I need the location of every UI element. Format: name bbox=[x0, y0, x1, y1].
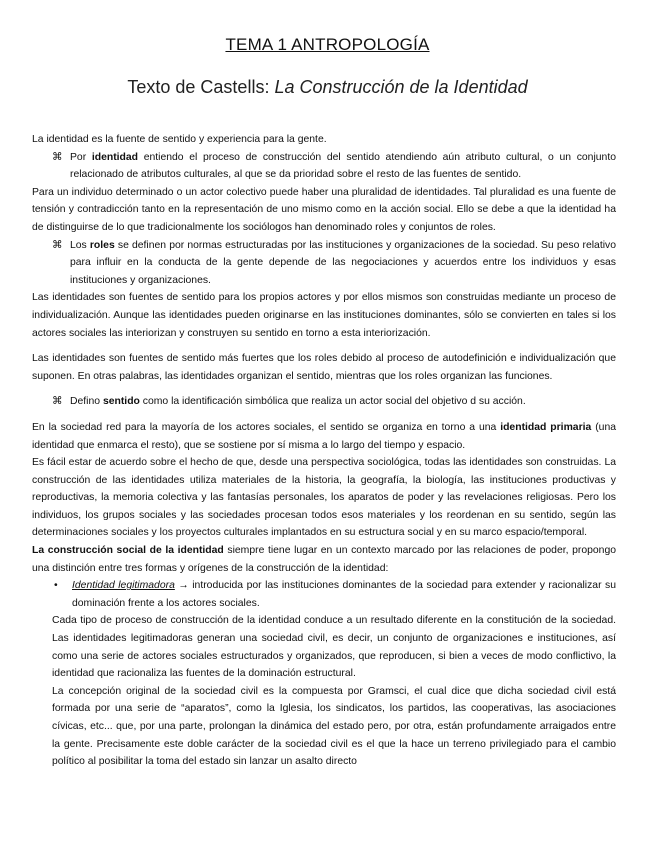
page-title: TEMA 1 ANTROPOLOGÍA bbox=[225, 35, 430, 54]
paragraph: Las identidades son fuentes de sentido para los propios actores y por ellos mismos son construidas mediante un proceso de individualización. Aunque las identidades pueden originarse en las instituciones dominantes, sólo se convierten en tales si los actores sociales las interiorizan y construyen su sentido en torno a esta interiorización. bbox=[32, 292, 616, 339]
subtitle-prefix: Texto de Castells: bbox=[127, 77, 275, 97]
page-subtitle bbox=[0, 77, 655, 98]
document-body bbox=[32, 131, 616, 771]
paragraph: Cada tipo de proceso de construcción de la identidad conduce a un resultado diferente en la constitución de la sociedad. Las identidades legitimadoras generan una sociedad civil, es decir, un conjunto de organizaciones e instituciones, así como una serie de actores sociales estructurados y organizados, que reproducen, si bien a veces de modo conflictivo, la identidad que racionaliza las fuentes de la dominación estructural. bbox=[52, 615, 616, 680]
command-bullet-icon: ⌘ bbox=[52, 239, 63, 251]
paragraph: La construcción social de la identidad siempre tiene lugar en un contexto marcado por las relaciones de poder, propongo una distinción entre tres formas y orígenes de la construcción de la identidad: bbox=[32, 545, 617, 574]
bullet-item: ⌘ Por identidad entiendo el proceso de construcción del sentido atendiendo aún atributo cultural, o un conjunto relacionado de atributos culturales, al que se da prioridad sobre el resto de las fuentes de sentido. bbox=[32, 149, 616, 184]
paragraph: La identidad es la fuente de sentido y experiencia para la gente. bbox=[32, 134, 327, 145]
bullet-item: • Identidad legitimadora → introducida por las instituciones dominantes de la sociedad para extender y racionalizar su dominación frente a los actores sociales. bbox=[32, 577, 616, 612]
dot-bullet-icon: • bbox=[54, 580, 58, 592]
subtitle-italic: La Construcción de la Identidad bbox=[274, 77, 528, 97]
paragraph: En la sociedad red para la mayoría de los actores sociales, el sentido se organiza en torno a una identidad primaria (una identidad que enmarca el resto), que se sostiene por sí misma a lo largo del tiempo y espacio. bbox=[32, 421, 617, 451]
paragraph: Para un individuo determinado o un actor colectivo puede haber una pluralidad de identidades. Tal pluralidad es una fuente de tensión y contradicción tanto en la representación de uno mismo como en la acción social. Ello se debe a que la identidad ha de distinguirse de lo que tradicionalmente los sociólogos han denominado roles y conjuntos de roles. bbox=[32, 186, 616, 233]
bullet-item: ⌘ Defino sentido como la identificación simbólica que realiza un actor social del objetivo d su acción. bbox=[32, 393, 616, 411]
paragraph: Las identidades son fuentes de sentido más fuertes que los roles debido al proceso de autodefinición e individualización que suponen. En otras palabras, las identidades organizan el sentido, mientras que los roles organizan las funciones. bbox=[32, 353, 616, 382]
command-bullet-icon: ⌘ bbox=[52, 151, 63, 163]
command-bullet-icon: ⌘ bbox=[52, 396, 63, 408]
paragraph: Es fácil estar de acuerdo sobre el hecho de que, desde una perspectiva sociológica, todas las identidades son construidas. La construcción de las identidades utiliza materiales de la historia, la geografía, la biología, las instituciones productivas y reproductivas, la memoria colectiva y las fantasías personales, los aparatos de poder y las revelaciones religiosas. Pero los individuos, los grupos sociales y las sociedades procesan todos esos materiales y los reordenan en su sentido, según las determinaciones sociales y los proyectos culturales implantados en su estructura social y en su marco espacio/temporal. bbox=[32, 457, 616, 539]
bullet-item: ⌘ Los roles se definen por normas estructuradas por las instituciones y organizaciones de la sociedad. Su peso relativo para influir en la conducta de la gente depende de las negociaciones y acuerdos entre los individuos y esas instituciones y organizaciones. bbox=[32, 237, 616, 290]
paragraph: La concepción original de la sociedad civil es la compuesta por Gramsci, el cual dice que dicha sociedad civil está formada por una serie de “aparatos”, como la Iglesia, los sindicatos, los partidos, las cooperativas, las asociaciones cívicas, etc... que, por una parte, prolongan la dinámica del estado pero, por otra, están profundamente arraigados entre la gente. Precisamente este doble carácter de la sociedad civil es el que la hace un terreno privilegiado para el cambio político al posibilitar la toma del estado sin lanzar un asalto directo bbox=[52, 685, 616, 768]
